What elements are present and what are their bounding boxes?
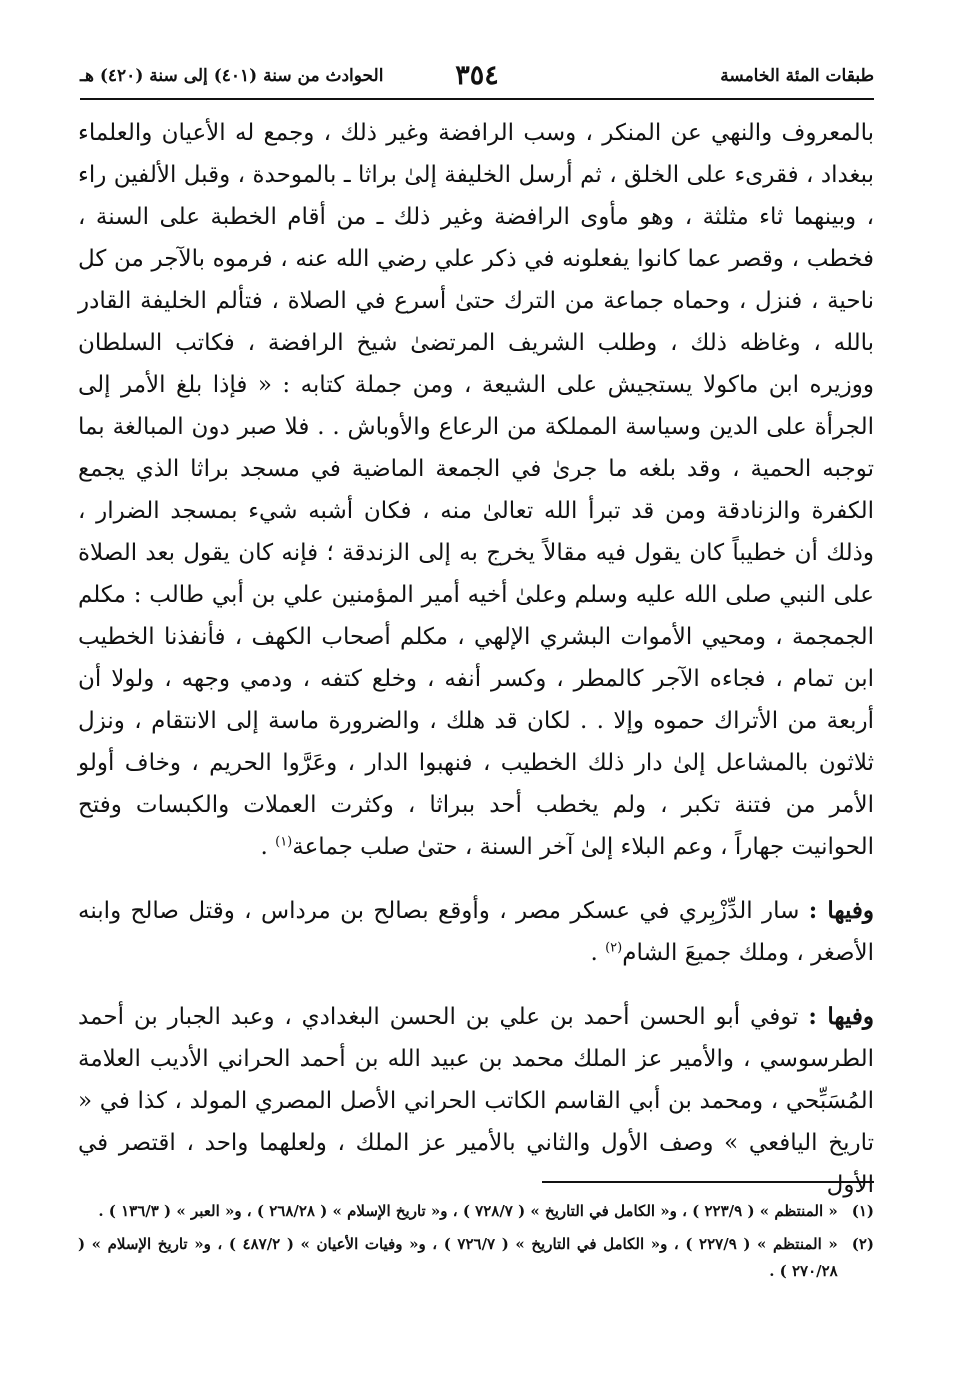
- paragraph-events: [78, 112, 874, 868]
- paragraph-tail: .: [590, 940, 606, 966]
- book-title: طبقات المئة الخامسة: [720, 66, 874, 86]
- paragraph-text: بالمعروف والنهي عن المنكر ، وسب الرافضة وغير ذلك ، وجمع له الأعيان والعلماء ببغداد ، فقرىء على الخلق ، ثم أرسل الخليفة إلىٰ براثا ـ بالموحدة ، وقبل الألفين راء ، وبينهما ثاء مثلثة ، وهو مأوى الرافضة وغير ذلك ـ من أقام الخطبة على السنة ، فخطب ، وقصر عما كانوا يفعلونه في ذكر علي رضي الله عنه ، فرموه بالآجر من كل ناحية ، فنزل ، وحماه جماعة من الترك حتىٰ أسرع في الصلاة ، فتألم الخليفة القادر بالله ، وغاظه ذلك ، وطلب الشريف المرتضىٰ شيخ الرافضة ، فكاتب السلطان ووزيره ابن ماكولا يستجيش على الشيعة ، ومن جملة كتابه : « فإذا بلغ الأمر إلى الجرأة على الدين وسياسة المملكة من الرعاع والأوباش . . فلا صبر دون المبالغة بما توجبه الحمية ، وقد بلغه ما جرىٰ في الجمعة الماضية في مسجد براثا الذي يجمع الكفرة والزنادقة ومن قد تبرأ الله تعالىٰ منه ، فكان أشبه شيء بمسجد الضرار ، وذلك أن خطيباً كان يقول فيه مقالاً يخرج به إلى الزندقة ؛ فإنه كان يقول بعد الصلاة على النبي صلى الله عليه وسلم وعلىٰ أخيه أمير المؤمنين علي بن أبي طالب : مكلم الجمجمة ، ومحيي الأموات البشري الإلهي ، مكلم أصحاب الكهف ، فأنفذنا الخطيب ابن تمام ، فجاءه الآجر كالمطر ، وكسر أنفه ، وخلع كتفه ، ودمي وجهه ، ولولا أن أربعة من الأتراك حموه وإلا . . لكان قد هلك ، والضرورة ماسة إلى الانتقام ، ونزل ثلاثون بالمشاعل إلىٰ دار ذلك الخطيب ، فنهبوا الدار ، وعَرَّوا الحريم ، وخاف أولو الأمر من فتنة تكبر ، ولم يخطب أحد ببراثا ، وكثرت العملات والكبسات وفتح الحوانيت جهاراً ، وعم البلاء إلىٰ آخر السنة ، حتىٰ صلب جماعة: [78, 120, 874, 860]
- footnote-ref: (٢): [605, 940, 623, 956]
- footnote-item: [78, 1231, 874, 1285]
- footnote-divider: [542, 1181, 874, 1183]
- paragraph-deaths: [78, 996, 874, 1206]
- footnote-number: (١): [851, 1202, 874, 1220]
- section-title: الحوادث من سنة (٤٠١) إلى سنة (٤٢٠) هـ: [80, 66, 384, 86]
- paragraph-tail: .: [260, 834, 276, 860]
- page-number: ٣٥٤: [455, 60, 499, 91]
- paragraph-lead: وفيها :: [808, 1003, 875, 1030]
- page-header: [80, 60, 874, 100]
- paragraph-text: سار الدِّزْبِري في عسكر مصر ، وأوقع بصالح بن مرداس ، وقتل صالح وابنه الأصغر ، وملك جميعَ الشام: [78, 898, 874, 966]
- footnote-text: « المنتظم » ( ٢٢٣/٩ ) ، و« الكامل في التاريخ » ( ٧٢٨/٧ ) ، و« تاريخ الإسلام » ( ٢٦٨/٢٨ ) ، و« العبر » ( ١٣٦/٣ ) .: [98, 1202, 838, 1220]
- main-text: [78, 112, 874, 1206]
- footnote-text: « المنتظم » ( ٢٢٧/٩ ) ، و« الكامل في التاريخ » ( ٧٢٦/٧ ) ، و« وفيات الأعيان » ( ٤٨٧/٢ ) ، و« تاريخ الإسلام » ( ٢٧٠/٢٨ ) .: [78, 1235, 838, 1280]
- footnote-item: [78, 1198, 874, 1225]
- paragraph-lead: وفيها :: [808, 897, 874, 924]
- header-divider: [80, 98, 874, 100]
- paragraph-text: توفي أبو الحسن أحمد بن علي بن الحسن البغدادي ، وعبد الجبار بن أحمد الطرسوسي ، والأمير عز الملك محمد بن عبيد الله بن أحمد الحراني الأديب العلامة المُسَبِّحي ، ومحمد بن أبي القاسم الكاتب الحراني الأصل المصري المولد ، كذا في « تاريخ اليافعي » وصف الأول والثاني بالأمير عز الملك ، ولعلهما واحد ، اقتصر في الأول: [78, 1004, 874, 1198]
- paragraph-dizbiri: [78, 890, 874, 974]
- footnote-ref: (١): [275, 834, 293, 850]
- footnote-number: (٢): [851, 1235, 874, 1253]
- footnotes: [78, 1198, 874, 1291]
